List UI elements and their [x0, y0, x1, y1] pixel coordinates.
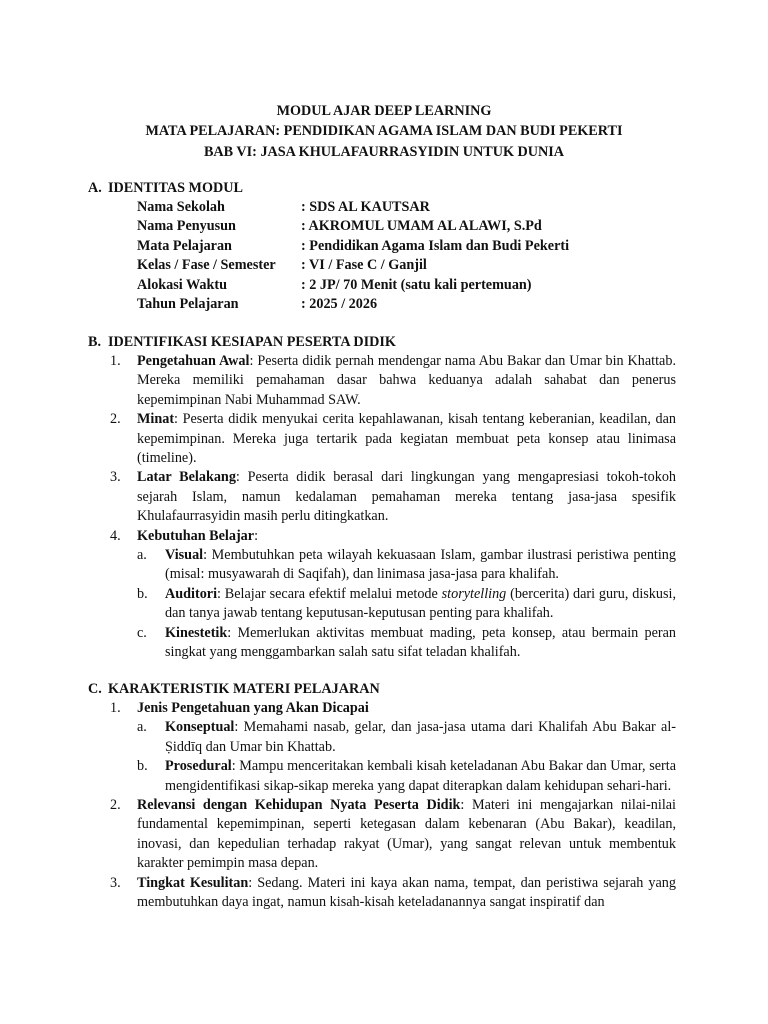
list-item	[110, 796, 676, 874]
identity-row	[137, 256, 569, 275]
identity-key: Mata Pelajaran	[137, 237, 232, 254]
sub-item	[137, 585, 676, 624]
section-a-heading	[88, 179, 243, 198]
identity-row	[137, 217, 569, 236]
sub-item-label: Prosedural	[165, 758, 232, 775]
identity-table	[137, 198, 569, 314]
list-item	[110, 410, 676, 468]
section-b-letter: B.	[88, 334, 102, 350]
item-text: : Peserta didik menyukai cerita kepahlawanan, kisah tentang keberanian, keadilan, dan kepemimpinan. Mereka juga tertarik pada kegiatan membuat peta konsep atau linimasa (timeline).	[137, 411, 676, 467]
identity-value: : Pendidikan Agama Islam dan Budi Pekerti	[301, 237, 570, 254]
identity-key: Kelas / Fase / Semester	[137, 257, 276, 274]
section-a-letter: A.	[88, 180, 102, 196]
sub-item-text: (bercerita) dari guru, diskusi, dan tanya jawab tentang keputusan-keputusan penting para khalifah.	[165, 585, 676, 622]
identity-row	[137, 237, 569, 256]
identity-value: : SDS AL KAUTSAR	[301, 199, 430, 215]
item-label: Pengetahuan Awal	[137, 353, 250, 369]
item-text: : Peserta didik berasal dari lingkungan yang mengapresiasi tokoh-tokoh sejarah Islam, namun kedalaman pemahaman mereka tentang jasa-jasa spesifik Khulafaurrasyidin masih perlu ditingkatkan.	[137, 469, 677, 525]
item-text: : Sedang. Materi ini kaya akan nama, tempat, dan peristiwa sejarah yang membutuhkan daya ingat, namun kisah-kisah keteladanannya sangat inspiratif dan	[137, 874, 676, 911]
list-item	[110, 699, 676, 796]
item-number: 4.	[110, 527, 121, 544]
sub-item-text: : Membutuhkan peta wilayah kekuasaan Islam, gambar ilustrasi peristiwa penting (misal: musyawarah di Saqifah), dan linimasa jasa-jasa para khalifah.	[165, 547, 676, 583]
item-number: 2.	[110, 797, 121, 814]
sub-item-label: Auditori	[165, 585, 218, 602]
list-item	[110, 352, 676, 410]
sub-item	[137, 757, 676, 796]
list-item	[110, 468, 676, 526]
section-b-heading	[88, 333, 396, 352]
section-a-title: IDENTITAS MODUL	[108, 180, 243, 196]
item-number: 2.	[110, 411, 121, 428]
section-c-list	[110, 699, 676, 912]
identity-key: Tahun Pelajaran	[137, 295, 239, 312]
identity-value: : 2025 / 2026	[301, 295, 378, 312]
title-line-1: MODUL AJAR DEEP LEARNING	[276, 103, 492, 119]
identity-value: : 2 JP/ 70 Menit (satu kali pertemuan)	[301, 276, 532, 293]
sub-item-text: : Memahami nasab, gelar, dan jasa-jasa utama dari Khalifah Abu Bakar al-Ṣiddīq dan Umar bin Khattab.	[165, 719, 676, 755]
sub-item	[137, 624, 676, 663]
identity-row	[137, 198, 569, 217]
sub-item-letter: b.	[137, 585, 148, 602]
identity-key: Nama Sekolah	[137, 199, 225, 215]
item-label: Minat	[137, 411, 175, 428]
sub-item-text: : Memerlukan aktivitas membuat mading, peta konsep, atau bermain peran singkat yang menggambarkan salah satu sifat teladan khalifah.	[165, 624, 676, 661]
item-text: :	[254, 527, 259, 544]
section-c-heading	[88, 680, 380, 699]
identity-value: : AKROMUL UMAM AL ALAWI, S.Pd	[301, 218, 542, 235]
item-number: 1.	[110, 353, 121, 369]
sub-item-text: : Belajar secara efektif melalui metode	[217, 585, 442, 602]
sub-item-label: Konseptual	[165, 719, 235, 736]
sub-item	[137, 546, 676, 585]
item-text: : Peserta didik pernah mendengar nama Abu Bakar dan Umar bin Khattab. Mereka memiliki pemahaman dasar bahwa keduanya adalah sahabat dan penerus kepemimpinan Nabi Muhammad SAW.	[137, 353, 676, 408]
list-item	[110, 527, 676, 663]
section-b-title: IDENTIFIKASI KESIAPAN PESERTA DIDIK	[108, 334, 396, 350]
sub-item-italic: storytelling	[441, 585, 507, 602]
item-label: Relevansi dengan Kehidupan Nyata Peserta Didik	[137, 797, 461, 814]
section-c-letter: C.	[88, 681, 102, 697]
sub-item-label: Kinestetik	[165, 624, 228, 641]
identity-row	[137, 276, 569, 295]
item-label: Kebutuhan Belajar	[137, 527, 255, 544]
list-item	[110, 874, 676, 913]
item-label: Tingkat Kesulitan	[137, 874, 249, 891]
sub-item-text: : Mampu menceritakan kembali kisah keteladanan Abu Bakar dan Umar, serta mengidentifikasi sikap-sikap mereka yang dapat diterapkan dalam kehidupan sehari-hari.	[165, 758, 676, 794]
item-label: Jenis Pengetahuan yang Akan Dicapai	[137, 700, 369, 716]
title-line-2: MATA PELAJARAN: PENDIDIKAN AGAMA ISLAM DAN BUDI PEKERTI	[145, 123, 623, 140]
identity-value: : VI / Fase C / Ganjil	[301, 257, 427, 274]
sub-item	[137, 718, 676, 757]
item-text: : Materi ini mengajarkan nilai-nilai fundamental kepemimpinan, seperti ketegasan dalam kebenaran (Abu Bakar), keadilan, inovasi, dan kepedulian terhadap rakyat (Umar), yang sangat relevan untuk membentuk karakter pemimpin masa depan.	[137, 797, 676, 872]
section-c-title: KARAKTERISTIK MATERI PELAJARAN	[108, 681, 380, 697]
item-number: 3.	[110, 874, 121, 891]
sub-item-letter: a.	[137, 547, 147, 564]
sub-item-letter: a.	[137, 719, 147, 736]
item-number: 1.	[110, 700, 121, 716]
document-title-block	[0, 101, 768, 162]
item-label: Latar Belakang	[137, 469, 236, 486]
sub-item-letter: b.	[137, 758, 148, 775]
section-b-list	[110, 352, 676, 663]
identity-row	[137, 295, 569, 314]
identity-key: Alokasi Waktu	[137, 276, 228, 293]
title-line-3: BAB VI: JASA KHULAFAURRASYIDIN UNTUK DUNIA	[203, 143, 565, 160]
identity-key: Nama Penyusun	[137, 218, 236, 235]
item-number: 3.	[110, 469, 121, 486]
sub-item-label: Visual	[165, 547, 204, 564]
sub-item-letter: c.	[137, 624, 147, 641]
